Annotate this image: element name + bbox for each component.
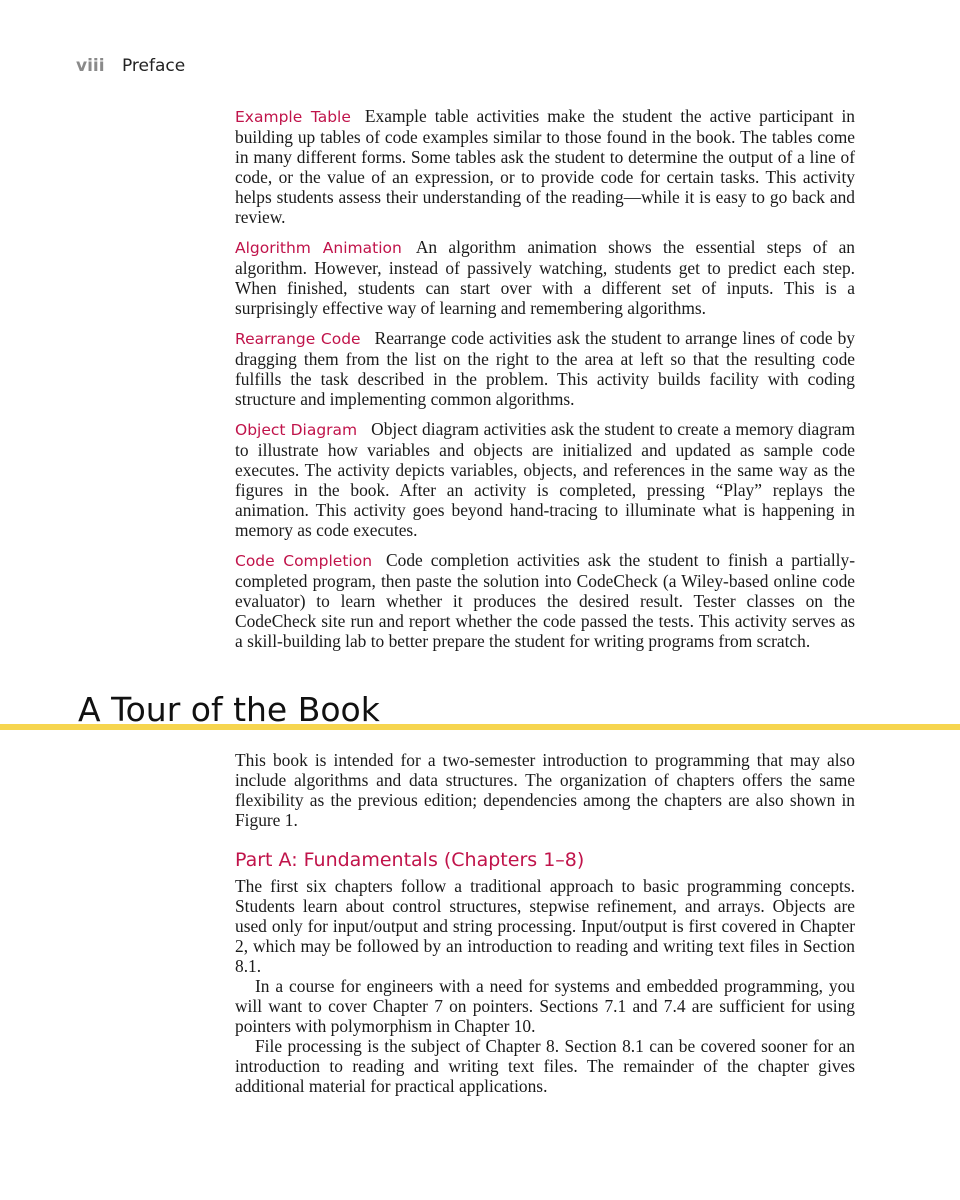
activity-example-table — [235, 106, 855, 227]
activity-code-completion — [235, 550, 855, 651]
tour-intro: This book is intended for a two-semester introduction to programming that may also include algorithms and data structures. The organization of chapters offers the same flexibility as the previous edition; dependencies among the chapters are also shown in Figure 1. — [235, 750, 855, 830]
activity-text: Object diagram activities ask the student to create a memory diagram to illustrate how variables and objects are initialized and updated as sample code executes. The activity depicts variables, objects, and references in the same way as the figures in the book. After an activity is completed, pressing “Play” replays the animation. This activity goes beyond hand-tracing to illuminate what is happening in memory as code executes. — [235, 419, 855, 540]
activity-label: Example Table — [235, 108, 351, 126]
activity-rearrange-code — [235, 328, 855, 409]
activity-list — [235, 106, 855, 661]
part-a-paragraph: File processing is the subject of Chapter 8. Section 8.1 can be covered sooner for an introduction to reading and writing text files. The remainder of the chapter gives additional material for practical applications. — [235, 1036, 855, 1096]
activity-label: Rearrange Code — [235, 330, 361, 348]
section-title: A Tour of the Book — [78, 690, 380, 729]
page-number: viii — [76, 56, 105, 76]
running-head — [76, 56, 185, 76]
activity-text: Example table activities make the student the active participant in building up tables of code examples similar to those found in the book. The tables come in many different forms. Some tables ask the student to determine the output of a line of code, or the value of an expression, or to provide code for certain tasks. This activity helps students assess their understanding of the reading—while it is easy to go back and review. — [235, 106, 855, 227]
tour-body — [235, 750, 855, 1096]
activity-object-diagram — [235, 419, 855, 540]
running-head-section: Preface — [121, 56, 186, 76]
activity-label: Code Completion — [235, 552, 373, 570]
activity-label: Object Diagram — [235, 421, 358, 439]
activity-text: An algorithm animation shows the essential steps of an algorithm. However, instead of passively watching, students get to predict each step. When finished, students can start over with a different set of inputs. This is a surprisingly effective way of learning and remembering algorithms. — [235, 237, 856, 318]
activity-algorithm-animation — [235, 237, 855, 318]
part-a-paragraph: The first six chapters follow a traditional approach to basic programming concepts. Students learn about control structures, stepwise refinement, and arrays. Objects are used only for input/output and string processing. Input/output is first covered in Chapter 2, which may be followed by an introduction to reading and writing text files in Section 8.1. — [235, 876, 855, 976]
part-a-heading: Part A: Fundamentals (Chapters 1–8) — [235, 849, 585, 871]
part-a-paragraph: In a course for engineers with a need for systems and embedded programming, you will want to cover Chapter 7 on pointers. Sections 7.1 and 7.4 are sufficient for using pointers with polymorphism in Chapter 10. — [235, 976, 855, 1036]
activity-text: Code completion activities ask the student to finish a partially-completed program, then paste the solution into CodeCheck (a Wiley-based online code evaluator) to learn whether it produces the desired result. Tester classes on the CodeCheck site run and report whether the code passed the tests. This activity serves as a skill-building lab to better prepare the student for writing programs from scratch. — [235, 550, 855, 651]
activity-label: Algorithm Animation — [235, 239, 402, 257]
activity-text: Rearrange code activities ask the student to arrange lines of code by dragging them from the list on the right to the area at left so that the resulting code fulfills the task described in the problem. This activity builds facility with coding structure and implementing common algorithms. — [235, 328, 856, 409]
